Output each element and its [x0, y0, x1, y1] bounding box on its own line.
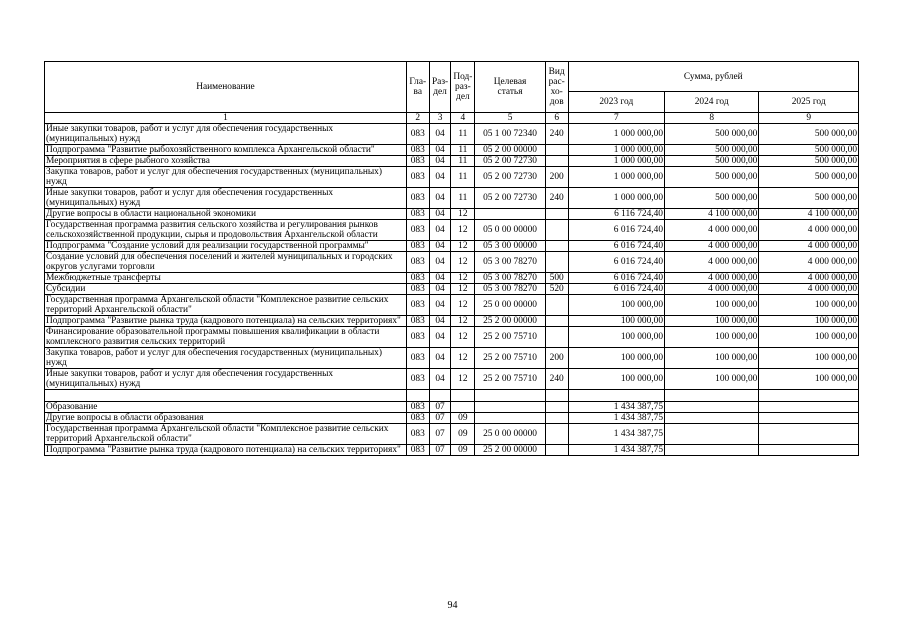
row-target-cell — [475, 209, 546, 220]
row-sum-2024-cell: 500 000,00 — [665, 188, 759, 209]
row-vid-cell — [545, 413, 568, 424]
row-podrazdel-cell: 12 — [451, 241, 475, 252]
row-sum-2025-cell: 500 000,00 — [759, 167, 859, 188]
row-sum-2023-cell: 1 434 387,75 — [568, 445, 664, 456]
row-glava-cell: 083 — [406, 156, 429, 167]
column-number-cell: 8 — [665, 113, 759, 124]
row-sum-2024-cell — [665, 424, 759, 445]
row-sum-2024-cell: 4 000 000,00 — [665, 284, 759, 295]
row-sum-2025-cell — [759, 390, 859, 402]
row-glava-cell: 083 — [406, 167, 429, 188]
row-sum-2024-cell: 100 000,00 — [665, 295, 759, 316]
row-sum-2024-cell — [665, 445, 759, 456]
row-target-cell: 05 2 00 72730 — [475, 188, 546, 209]
row-vid-cell — [545, 327, 568, 348]
row-sum-2023-cell: 1 434 387,75 — [568, 424, 664, 445]
table-row — [45, 156, 859, 167]
row-razdel-cell: 07 — [429, 445, 451, 456]
table-body — [45, 124, 859, 456]
row-target-cell — [475, 413, 546, 424]
row-razdel-cell: 04 — [429, 145, 451, 156]
row-razdel-cell: 07 — [429, 413, 451, 424]
col-header-2023: 2023 год — [568, 92, 664, 113]
row-podrazdel-cell: 12 — [451, 369, 475, 390]
row-target-cell: 05 3 00 78270 — [475, 252, 546, 273]
row-sum-2024-cell: 100 000,00 — [665, 316, 759, 327]
row-sum-2025-cell: 100 000,00 — [759, 316, 859, 327]
row-vid-cell — [545, 209, 568, 220]
row-razdel-cell: 04 — [429, 284, 451, 295]
row-glava-cell: 083 — [406, 209, 429, 220]
row-sum-2024-cell — [665, 402, 759, 413]
row-podrazdel-cell: 11 — [451, 145, 475, 156]
row-razdel-cell: 04 — [429, 156, 451, 167]
row-glava-cell — [406, 390, 429, 402]
row-sum-2025-cell — [759, 445, 859, 456]
row-sum-2023-cell: 1 434 387,75 — [568, 413, 664, 424]
row-sum-2024-cell: 500 000,00 — [665, 167, 759, 188]
row-target-cell: 25 2 00 75710 — [475, 348, 546, 369]
row-name-cell: Создание условий для обеспечения поселений и жителей муниципальных и городских округов услугами торговли — [45, 252, 407, 273]
row-sum-2023-cell: 1 000 000,00 — [568, 145, 664, 156]
row-vid-cell — [545, 390, 568, 402]
row-sum-2023-cell: 6 016 724,40 — [568, 273, 664, 284]
column-number-cell: 3 — [429, 113, 451, 124]
col-header-2024: 2024 год — [665, 92, 759, 113]
row-vid-cell — [545, 156, 568, 167]
row-name-cell: Финансирование образовательной программы повышения квалификации в области комплексного развития сельских территорий — [45, 327, 407, 348]
row-sum-2025-cell: 4 000 000,00 — [759, 273, 859, 284]
row-name-cell: Подпрограмма "Развитие рынка труда (кадрового потенциала) на сельских территориях" — [45, 445, 407, 456]
row-sum-2024-cell: 4 000 000,00 — [665, 241, 759, 252]
row-sum-2023-cell: 1 000 000,00 — [568, 124, 664, 145]
row-name-cell: Иные закупки товаров, работ и услуг для обеспечения государственных (муниципальных) нужд — [45, 124, 407, 145]
row-podrazdel-cell: 09 — [451, 445, 475, 456]
row-sum-2024-cell: 500 000,00 — [665, 156, 759, 167]
row-name-cell: Подпрограмма "Создание условий для реализации государственной программы" — [45, 241, 407, 252]
row-glava-cell: 083 — [406, 273, 429, 284]
row-podrazdel-cell: 12 — [451, 209, 475, 220]
table-row — [45, 188, 859, 209]
row-glava-cell: 083 — [406, 284, 429, 295]
row-vid-cell: 500 — [545, 273, 568, 284]
row-glava-cell: 083 — [406, 188, 429, 209]
row-sum-2023-cell — [568, 390, 664, 402]
col-header-vid-text: Вид рас- хо- дов — [548, 67, 565, 107]
row-name-cell: Другие вопросы в области образования — [45, 413, 407, 424]
row-glava-cell: 083 — [406, 402, 429, 413]
row-sum-2025-cell: 4 000 000,00 — [759, 241, 859, 252]
row-vid-cell — [545, 252, 568, 273]
row-glava-cell: 083 — [406, 295, 429, 316]
row-glava-cell: 083 — [406, 145, 429, 156]
row-razdel-cell: 04 — [429, 252, 451, 273]
table-row — [45, 220, 859, 241]
row-glava-cell: 083 — [406, 124, 429, 145]
row-vid-cell — [545, 424, 568, 445]
row-target-cell: 25 2 00 00000 — [475, 445, 546, 456]
row-razdel-cell: 04 — [429, 241, 451, 252]
row-podrazdel-cell: 11 — [451, 188, 475, 209]
row-sum-2023-cell: 6 016 724,40 — [568, 284, 664, 295]
row-target-cell — [475, 390, 546, 402]
row-glava-cell: 083 — [406, 241, 429, 252]
row-name-cell: Межбюджетные трансферты — [45, 273, 407, 284]
row-sum-2025-cell: 500 000,00 — [759, 156, 859, 167]
row-glava-cell: 083 — [406, 316, 429, 327]
row-glava-cell: 083 — [406, 413, 429, 424]
row-vid-cell — [545, 145, 568, 156]
row-podrazdel-cell: 12 — [451, 348, 475, 369]
row-sum-2025-cell: 500 000,00 — [759, 124, 859, 145]
row-name-cell — [45, 390, 407, 402]
table-row — [45, 424, 859, 445]
col-header-name: Наименование — [45, 62, 407, 113]
row-name-cell: Субсидии — [45, 284, 407, 295]
row-podrazdel-cell: 09 — [451, 413, 475, 424]
row-sum-2025-cell: 4 000 000,00 — [759, 252, 859, 273]
row-sum-2023-cell: 6 016 724,40 — [568, 252, 664, 273]
row-razdel-cell: 04 — [429, 295, 451, 316]
row-name-cell: Государственная программа Архангельской области "Комплексное развитие сельских территорий Архангельской области" — [45, 295, 407, 316]
row-target-cell: 05 2 00 00000 — [475, 145, 546, 156]
table-row — [45, 167, 859, 188]
row-target-cell — [475, 402, 546, 413]
table-row — [45, 241, 859, 252]
row-podrazdel-cell: 11 — [451, 156, 475, 167]
row-target-cell: 05 0 00 00000 — [475, 220, 546, 241]
row-sum-2025-cell: 4 000 000,00 — [759, 220, 859, 241]
row-razdel-cell: 04 — [429, 188, 451, 209]
row-razdel-cell: 04 — [429, 209, 451, 220]
column-number-cell: 5 — [475, 113, 546, 124]
table-row — [45, 348, 859, 369]
row-sum-2024-cell — [665, 413, 759, 424]
row-name-cell: Другие вопросы в области национальной экономики — [45, 209, 407, 220]
row-name-cell: Подпрограмма "Развитие рынка труда (кадрового потенциала) на сельских территориях" — [45, 316, 407, 327]
row-target-cell: 05 3 00 78270 — [475, 284, 546, 295]
row-sum-2023-cell: 6 116 724,40 — [568, 209, 664, 220]
row-name-cell: Иные закупки товаров, работ и услуг для обеспечения государственных (муниципальных) нужд — [45, 188, 407, 209]
row-podrazdel-cell — [451, 402, 475, 413]
row-vid-cell: 200 — [545, 348, 568, 369]
row-podrazdel-cell: 12 — [451, 316, 475, 327]
column-number-cell: 4 — [451, 113, 475, 124]
row-vid-cell — [545, 316, 568, 327]
row-razdel-cell: 04 — [429, 273, 451, 284]
row-podrazdel-cell: 09 — [451, 424, 475, 445]
col-header-2025: 2025 год — [759, 92, 859, 113]
row-sum-2025-cell: 4 000 000,00 — [759, 284, 859, 295]
table-row — [45, 273, 859, 284]
row-podrazdel-cell: 12 — [451, 273, 475, 284]
row-vid-cell: 520 — [545, 284, 568, 295]
column-number-cell: 7 — [568, 113, 664, 124]
row-razdel-cell: 04 — [429, 327, 451, 348]
row-sum-2024-cell: 500 000,00 — [665, 124, 759, 145]
row-sum-2024-cell: 4 000 000,00 — [665, 252, 759, 273]
row-target-cell: 25 2 00 00000 — [475, 316, 546, 327]
table-row — [45, 284, 859, 295]
row-glava-cell: 083 — [406, 369, 429, 390]
col-header-razdel-text: Раз- дел — [431, 77, 449, 97]
row-name-cell: Подпрограмма "Развитие рыбохозяйственного комплекса Архангельской области" — [45, 145, 407, 156]
row-sum-2024-cell: 100 000,00 — [665, 327, 759, 348]
row-razdel-cell: 04 — [429, 167, 451, 188]
row-sum-2025-cell — [759, 424, 859, 445]
row-razdel-cell: 07 — [429, 402, 451, 413]
row-razdel-cell: 04 — [429, 316, 451, 327]
row-name-cell: Государственная программа развития сельского хозяйства и регулирования рынков сельскохозяйственной продукции, сырья и продовольствия Архангельской области — [45, 220, 407, 241]
col-header-glava-text: Гла- ва — [409, 77, 427, 97]
row-target-cell: 25 2 00 75710 — [475, 327, 546, 348]
page-number: 94 — [447, 600, 458, 611]
row-name-cell: Закупка товаров, работ и услуг для обеспечения государственных (муниципальных) нужд — [45, 167, 407, 188]
column-number-row — [45, 113, 859, 124]
column-number-cell: 6 — [545, 113, 568, 124]
row-podrazdel-cell: 12 — [451, 284, 475, 295]
table-row — [45, 252, 859, 273]
row-podrazdel-cell — [451, 390, 475, 402]
row-razdel-cell: 04 — [429, 124, 451, 145]
column-number-cell: 1 — [45, 113, 407, 124]
row-razdel-cell: 04 — [429, 220, 451, 241]
row-sum-2025-cell — [759, 402, 859, 413]
table-row — [45, 295, 859, 316]
row-vid-cell — [545, 445, 568, 456]
row-sum-2025-cell: 500 000,00 — [759, 145, 859, 156]
table-row — [45, 369, 859, 390]
row-vid-cell — [545, 402, 568, 413]
budget-table — [44, 61, 859, 456]
row-vid-cell: 240 — [545, 124, 568, 145]
row-sum-2025-cell — [759, 413, 859, 424]
row-vid-cell: 240 — [545, 369, 568, 390]
row-target-cell: 05 2 00 72730 — [475, 156, 546, 167]
row-podrazdel-cell: 11 — [451, 167, 475, 188]
row-razdel-cell — [429, 390, 451, 402]
table-row — [45, 390, 859, 402]
row-podrazdel-cell: 12 — [451, 220, 475, 241]
row-sum-2023-cell: 1 000 000,00 — [568, 167, 664, 188]
row-razdel-cell: 04 — [429, 348, 451, 369]
row-podrazdel-cell: 12 — [451, 295, 475, 316]
row-vid-cell — [545, 295, 568, 316]
row-sum-2023-cell: 6 016 724,40 — [568, 220, 664, 241]
row-podrazdel-cell: 11 — [451, 124, 475, 145]
row-sum-2023-cell: 1 000 000,00 — [568, 156, 664, 167]
row-glava-cell: 083 — [406, 220, 429, 241]
row-razdel-cell: 07 — [429, 424, 451, 445]
table-row — [45, 402, 859, 413]
table-row — [45, 327, 859, 348]
row-glava-cell: 083 — [406, 327, 429, 348]
row-name-cell: Государственная программа Архангельской области "Комплексное развитие сельских территорий Архангельской области" — [45, 424, 407, 445]
row-sum-2024-cell: 4 000 000,00 — [665, 220, 759, 241]
row-sum-2025-cell: 100 000,00 — [759, 295, 859, 316]
col-header-podrazdel — [451, 62, 475, 113]
row-target-cell: 05 3 00 00000 — [475, 241, 546, 252]
row-sum-2024-cell: 4 100 000,00 — [665, 209, 759, 220]
row-sum-2024-cell — [665, 390, 759, 402]
row-sum-2025-cell: 100 000,00 — [759, 348, 859, 369]
row-sum-2023-cell: 100 000,00 — [568, 369, 664, 390]
row-glava-cell: 083 — [406, 424, 429, 445]
row-vid-cell: 200 — [545, 167, 568, 188]
row-glava-cell: 083 — [406, 445, 429, 456]
table-row — [45, 413, 859, 424]
col-header-glava — [406, 62, 429, 113]
row-target-cell: 25 0 00 00000 — [475, 424, 546, 445]
column-number-cell: 9 — [759, 113, 859, 124]
row-sum-2023-cell: 100 000,00 — [568, 295, 664, 316]
row-sum-2023-cell: 1 000 000,00 — [568, 188, 664, 209]
column-number-cell: 2 — [406, 113, 429, 124]
row-sum-2023-cell: 100 000,00 — [568, 316, 664, 327]
col-header-razdel — [429, 62, 451, 113]
row-razdel-cell: 04 — [429, 369, 451, 390]
row-target-cell: 05 1 00 72340 — [475, 124, 546, 145]
row-name-cell: Образование — [45, 402, 407, 413]
row-sum-2024-cell: 500 000,00 — [665, 145, 759, 156]
row-sum-2024-cell: 100 000,00 — [665, 348, 759, 369]
row-sum-2023-cell: 6 016 724,40 — [568, 241, 664, 252]
row-vid-cell: 240 — [545, 188, 568, 209]
row-sum-2023-cell: 1 434 387,75 — [568, 402, 664, 413]
row-glava-cell: 083 — [406, 252, 429, 273]
row-sum-2024-cell: 4 000 000,00 — [665, 273, 759, 284]
row-sum-2025-cell: 4 100 000,00 — [759, 209, 859, 220]
table-row — [45, 316, 859, 327]
table-row — [45, 445, 859, 456]
row-sum-2025-cell: 500 000,00 — [759, 188, 859, 209]
col-header-vid — [545, 62, 568, 113]
row-name-cell: Иные закупки товаров, работ и услуг для обеспечения государственных (муниципальных) нужд — [45, 369, 407, 390]
row-target-cell: 05 3 00 78270 — [475, 273, 546, 284]
row-vid-cell — [545, 220, 568, 241]
row-vid-cell — [545, 241, 568, 252]
row-podrazdel-cell: 12 — [451, 252, 475, 273]
row-target-cell: 25 2 00 75710 — [475, 369, 546, 390]
row-podrazdel-cell: 12 — [451, 327, 475, 348]
table-row — [45, 145, 859, 156]
row-sum-2025-cell: 100 000,00 — [759, 327, 859, 348]
col-header-sum: Сумма, рублей — [568, 62, 858, 92]
row-glava-cell: 083 — [406, 348, 429, 369]
col-header-podrazdel-text: Под- раз- дел — [453, 72, 473, 102]
row-name-cell: Мероприятия в сфере рыбного хозяйства — [45, 156, 407, 167]
row-sum-2023-cell: 100 000,00 — [568, 327, 664, 348]
table-row — [45, 124, 859, 145]
row-sum-2024-cell: 100 000,00 — [665, 369, 759, 390]
row-target-cell: 05 2 00 72730 — [475, 167, 546, 188]
row-sum-2025-cell: 100 000,00 — [759, 369, 859, 390]
col-header-target-text: Целевая статья — [493, 77, 527, 97]
col-header-target — [475, 62, 546, 113]
row-name-cell: Закупка товаров, работ и услуг для обеспечения государственных (муниципальных) нужд — [45, 348, 407, 369]
row-target-cell: 25 0 00 00000 — [475, 295, 546, 316]
table-row — [45, 209, 859, 220]
row-sum-2023-cell: 100 000,00 — [568, 348, 664, 369]
